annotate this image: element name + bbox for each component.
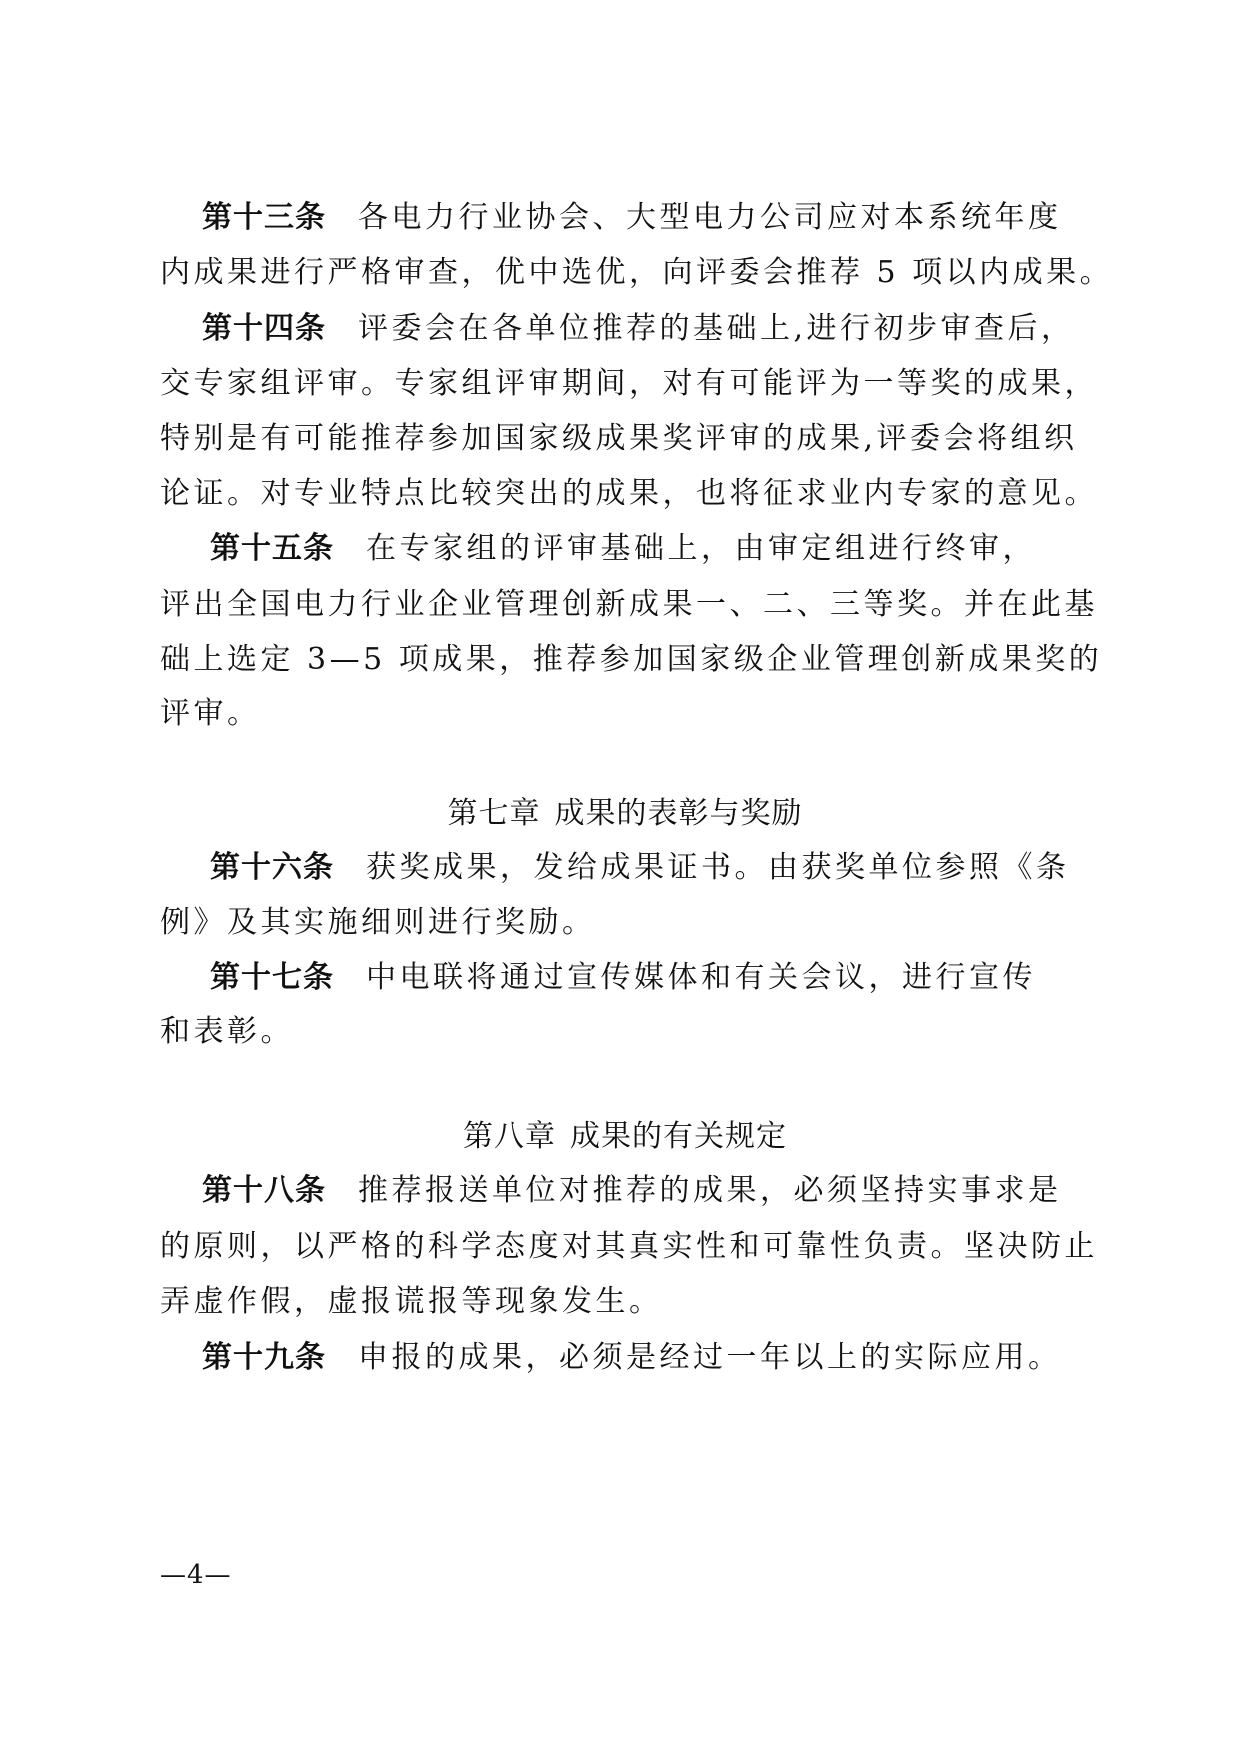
- article-15-line-3: 础上选定 3—5 项成果，推荐参加国家级企业管理创新成果奖的: [160, 642, 1103, 677]
- chapter-7-number: 第七章: [447, 796, 541, 831]
- article-14-line-4: 论证。对专业特点比较突出的成果，也将征求业内专家的意见。: [160, 476, 1098, 511]
- article-13-text-1: 各电力行业协会、大型电力公司应对本系统年度: [358, 200, 1062, 235]
- article-15-line-4: 评审。: [160, 696, 261, 731]
- chapter-8-number: 第八章: [463, 1119, 556, 1154]
- article-16-title: 第十六条: [210, 850, 334, 885]
- article-14-line-1: [160, 309, 1090, 349]
- article-16-line-1: [160, 848, 1090, 888]
- article-17-title: 第十七条: [210, 960, 334, 995]
- chapter-7-title: 成果的表彰与奖励: [554, 796, 803, 831]
- article-17-line-2: 和表彰。: [160, 1014, 294, 1049]
- article-15-text-1: 在专家组的评审基础上，由审定组进行终审，: [366, 531, 1036, 566]
- article-14-text-1: 评委会在各单位推荐的基础上,进行初步审查后，: [358, 311, 1075, 346]
- article-15-title: 第十五条: [210, 531, 334, 566]
- article-14-line-2: 交专家组评审。专家组评审期间，对有可能评为一等奖的成果，: [160, 366, 1098, 401]
- article-13-title: 第十三条: [202, 200, 326, 235]
- article-14-line-3: 特别是有可能推荐参加国家级成果奖评审的成果,评委会将组织: [160, 421, 1078, 456]
- article-19-title: 第十九条: [202, 1340, 326, 1375]
- article-18-line-3: 弄虚作假，虚报谎报等现象发生。: [160, 1284, 663, 1319]
- chapter-8-heading: [160, 1117, 1090, 1157]
- article-13-line-1: [160, 198, 1090, 238]
- article-18-line-2: 的原则，以严格的科学态度对其真实性和可靠性负责。坚决防止: [160, 1229, 1098, 1264]
- chapter-7-heading: [160, 794, 1090, 834]
- article-16-text-1: 获奖成果，发给成果证书。由获奖单位参照《条: [366, 850, 1070, 885]
- article-16-line-2: 例》及其实施细则进行奖励。: [160, 905, 596, 940]
- article-17-text-1: 中电联将通过宣传媒体和有关会议，进行宣传: [366, 960, 1036, 995]
- article-14-title: 第十四条: [202, 311, 326, 346]
- article-19-line-1: [160, 1338, 1090, 1378]
- article-18-text-1: 推荐报送单位对推荐的成果，必须坚持实事求是: [358, 1173, 1062, 1208]
- article-18-title: 第十八条: [202, 1173, 326, 1208]
- article-19-text-1: 申报的成果，必须是经过一年以上的实际应用。: [358, 1340, 1062, 1375]
- article-15-line-1: [160, 529, 1090, 569]
- chapter-8-title: 成果的有关规定: [570, 1119, 787, 1154]
- article-13-line-2: 内成果进行严格审查，优中选优，向评委会推荐 5 项以内成果。: [160, 255, 1114, 290]
- page-number: —4—: [160, 1560, 232, 1590]
- article-18-line-1: [160, 1171, 1090, 1211]
- article-17-line-1: [160, 958, 1090, 998]
- article-15-line-2: 评出全国电力行业企业管理创新成果一、二、三等奖。并在此基: [160, 587, 1098, 622]
